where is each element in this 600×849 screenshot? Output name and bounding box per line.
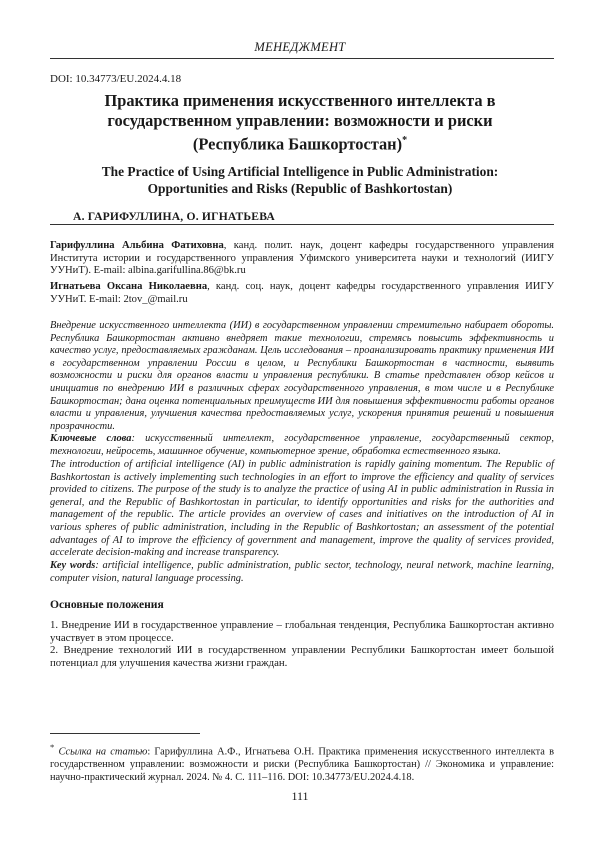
abstract-en: The introduction of artificial intelligence (AI) in public administration is rapidly gaining momentum. The Republic of Bashkortostan is actively implementing such technologies in an effort to improve the efficiency and quality of services provided to citizens. The purpose of the study is to analyze the practice of using AI in public administration in Russia in general, and the Republic of Bashkortostan in particular, to identify opportunities and risks for the authorities and management of the republic. The article provides an overview of cases and initiatives on the introduction of AI in various spheres of public administration, including in the Republic of Bashkortostan; an assessment of the potential advantages of AI to improve the efficiency of government and management, improve the quality of services provided, accelerate decision-making and increase transparency. bbox=[50, 459, 554, 559]
key-points-title: Основные положения bbox=[50, 598, 164, 611]
footnote-text: : Гарифуллина А.Ф., Игнатьева О.Н. Практика применения искусственного интеллекта в государственном управлении: возможности и риски (Республика Башкортостан) // Экономика и управление: научно-практический журнал. 2024. № 4. С. 111–116. DOI: 10.34773/EU.2024.4.18. bbox=[50, 746, 554, 783]
footnote bbox=[50, 741, 554, 784]
authors-divider bbox=[50, 224, 554, 225]
title-footnote-mark: * bbox=[402, 135, 408, 146]
title-ru bbox=[60, 91, 540, 154]
footnote-mark: * bbox=[50, 742, 55, 752]
keywords-ru bbox=[50, 433, 554, 458]
header-divider bbox=[50, 58, 554, 59]
title-ru-text: Практика применения искусственного интеллекта в государственном управлении: возможности и риски (Республика Башкортостан) bbox=[104, 91, 496, 154]
title-en: The Practice of Using Artificial Intelligence in Public Administration: Opportunities and Risks (Republic of Bashkortostan) bbox=[101, 164, 499, 196]
affiliation-1 bbox=[50, 240, 554, 278]
affiliation-2-name: Игнатьева Оксана Николаевна bbox=[50, 281, 208, 292]
keywords-ru-text: : искусственный интеллект, государственное управление, государственный сектор, технологии, нейросеть, машинное обучение, компьютерное зрение, обработка естественного языка. bbox=[50, 433, 554, 457]
affiliation-2-text: , канд. соц. наук, доцент кафедры государственного управления ИИГУ УУНиТ. E-mail: 2tov_@mail.ru bbox=[50, 281, 555, 305]
keywords-ru-label: Ключевые слова bbox=[50, 433, 132, 444]
keywords-en-label: Key words bbox=[50, 560, 96, 571]
authors: А. ГАРИФУЛЛИНА, О. ИГНАТЬЕВА bbox=[73, 210, 275, 223]
affiliation-1-name: Гарифуллина Альбина Фатиховна bbox=[50, 240, 224, 251]
doi: DOI: 10.34773/EU.2024.4.18 bbox=[50, 73, 182, 85]
footnote-divider bbox=[50, 733, 200, 734]
key-point-2: 2. Внедрение технологий ИИ в государственном управлении Республики Башкортостан имеет большой потенциал для улучшения качества жизни граждан. bbox=[50, 644, 554, 669]
journal-section-header: МЕНЕДЖМЕНТ bbox=[254, 40, 346, 54]
keywords-en bbox=[50, 560, 554, 585]
affiliation-1-text: , канд. полит. наук, доцент кафедры государственного управления Института истории и государственного управления Уфимского университета науки и технологий (ИИГУ УУНиТ). E-mail: albina.garifullina.86@bk.ru bbox=[50, 240, 554, 277]
footnote-label: Ссылка на статью bbox=[58, 746, 148, 758]
affiliation-2 bbox=[50, 281, 554, 306]
keywords-en-text: : artificial intelligence, public administration, public sector, technology, neural network, machine learning, computer vision, natural language processing. bbox=[50, 560, 554, 584]
abstract-ru: Внедрение искусственного интеллекта (ИИ) в государственном управлении стремительно набирает обороты. Республика Башкортостан активно внедряет такие технологии, стремясь повысить эффективность и качество услуг, предоставляемых гражданам. Цель исследования – проанализировать практику применения ИИ в государственном управлении России в целом, и Республики Башкортостан в частности, выявить возможности и риски для органов власти и управления республики. В статье представлен обзор кейсов и инициатив по внедрению ИИ в различных сферах государственного управления, в том числе и в Республике Башкортостан; дана оценка потенциальных преимуществ ИИ для повышения эффективности работы органов власти и управления, улучшения качества предоставляемых услуг, ускорения принятия решений и повышения прозрачности. bbox=[50, 320, 554, 432]
page-number: 111 bbox=[291, 789, 309, 803]
key-point-1: 1. Внедрение ИИ в государственное управление – глобальная тенденция, Республика Башкортостан активно участвует в этом процессе. bbox=[50, 619, 554, 644]
